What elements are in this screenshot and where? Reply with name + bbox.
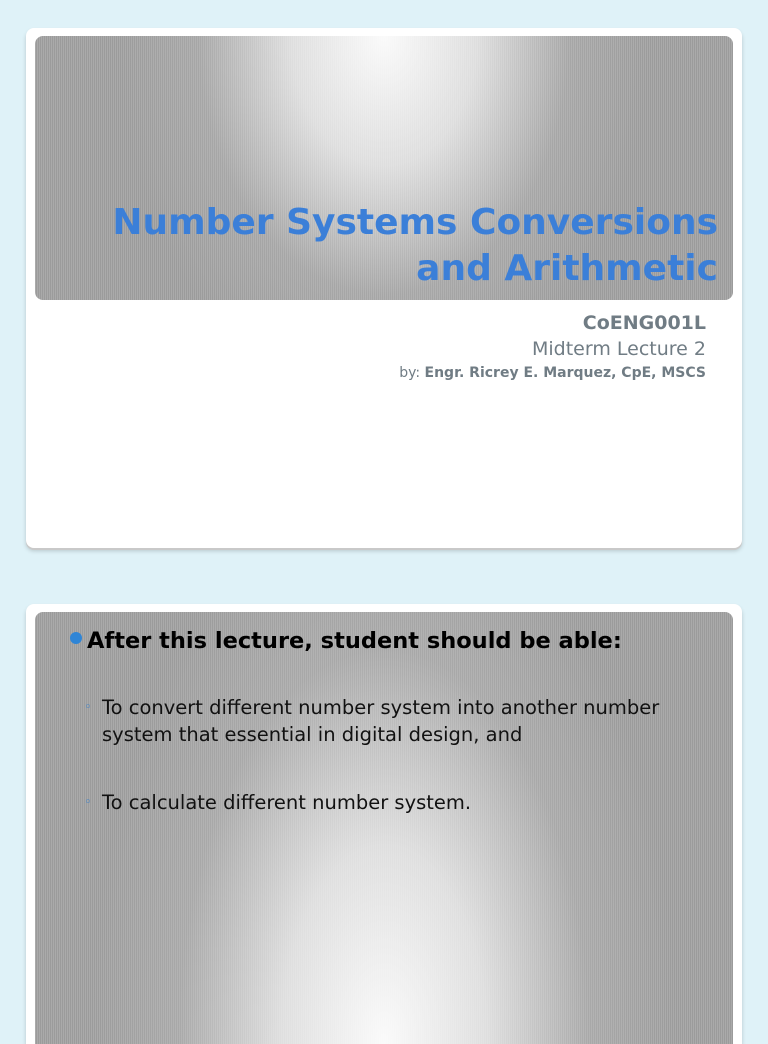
objectives-slide <box>26 604 742 1044</box>
slide-title-line-1: Number Systems Conversions <box>112 202 718 243</box>
slide-title-line-2: and Arithmetic <box>416 248 718 289</box>
slide-title <box>112 200 718 292</box>
hollow-circle-bullet-icon: ◦ <box>84 700 92 715</box>
objective-item <box>84 789 724 816</box>
objective-text: To calculate different number system. <box>102 791 472 814</box>
course-code: CoENG001L <box>582 312 706 334</box>
objective-text: To convert different number system into another number system that essential in digital design, and <box>102 696 660 746</box>
objectives-panel <box>35 612 733 1044</box>
objective-item <box>84 694 724 748</box>
lecture-name: Midterm Lecture 2 <box>532 338 706 360</box>
subtitle-block <box>399 310 706 384</box>
filled-circle-bullet-icon <box>70 632 82 644</box>
objectives-heading <box>70 628 622 654</box>
objectives-heading-text: After this lecture, student should be able: <box>87 628 622 654</box>
byline <box>399 362 706 384</box>
title-slide <box>26 28 742 548</box>
hollow-circle-bullet-icon: ◦ <box>84 795 92 810</box>
author-name: Engr. Ricrey E. Marquez, CpE, MSCS <box>424 365 706 381</box>
by-label: by: <box>399 365 421 381</box>
